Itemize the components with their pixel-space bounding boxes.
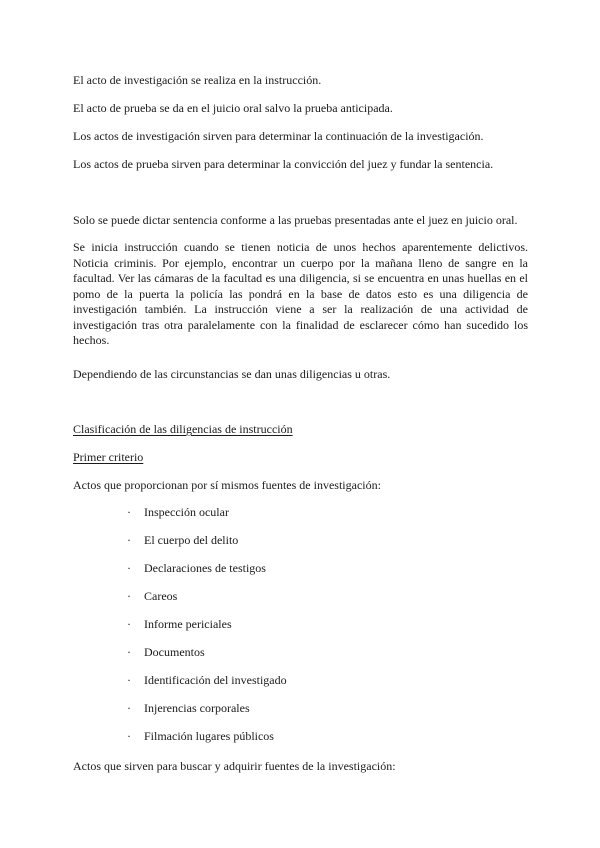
list-item-text: El cuerpo del delito [144, 533, 239, 547]
bullet-icon: · [127, 533, 131, 547]
bullet-icon: · [127, 617, 131, 631]
paragraph-instruction-explanation: Se inicia instrucción cuando se tienen noticia de unos hechos aparentemente delictivos. Noticia criminis. Por ejemplo, encontrar un cuerpo por la mañana lleno de sangre en la facultad. Ver las cámaras de la facultad es una diligencia, si se encuentra en unas huellas en el pomo de la puerta la policía las pondrá en la base de datos esto es una diligencia de investigación también. La instrucción viene a ser la realización de una actividad de investigación tras otra paralelamente con la finalidad de esclarecer cómo han sucedido los hechos. [73, 240, 528, 347]
bullet-icon: · [127, 505, 131, 519]
list-item-text: Inspección ocular [144, 505, 229, 519]
bullet-icon: · [127, 729, 131, 743]
bullet-icon: · [127, 589, 131, 603]
list-item-text: Documentos [144, 645, 205, 659]
list-item-text: Filmación lugares públicos [144, 729, 274, 743]
bullet-icon: · [127, 645, 131, 659]
list-item-text: Informe periciales [144, 617, 232, 631]
paragraph-evidence-act: El acto de prueba se da en el juicio oral salvo la prueba anticipada. [73, 101, 393, 115]
list-outro: Actos que sirven para buscar y adquirir fuentes de la investigación: [73, 759, 396, 773]
paragraph-investigation-act: El acto de investigación se realiza en la instrucción. [73, 73, 322, 87]
section-subheading: Primer criterio [73, 450, 144, 464]
bullet-icon: · [127, 673, 131, 687]
list-intro: Actos que proporcionan por sí mismos fuentes de investigación: [73, 478, 381, 492]
bullet-icon: · [127, 561, 131, 575]
section-heading: Clasificación de las diligencias de instrucción [73, 422, 293, 436]
list-item-text: Declaraciones de testigos [144, 561, 266, 575]
paragraph-circumstances: Dependiendo de las circunstancias se dan unas diligencias u otras. [73, 367, 391, 381]
paragraph-sentence-rule: Solo se puede dictar sentencia conforme a las pruebas presentadas ante el juez en juicio oral. [73, 213, 518, 227]
bullet-icon: · [127, 701, 131, 715]
list-item-text: Careos [144, 589, 178, 603]
list-item-text: Injerencias corporales [144, 701, 250, 715]
paragraph-investigation-purpose: Los actos de investigación sirven para determinar la continuación de la investigación. [73, 129, 484, 143]
paragraph-evidence-purpose: Los actos de prueba sirven para determinar la convicción del juez y fundar la sentencia. [73, 157, 494, 171]
list-item-text: Identificación del investigado [144, 673, 287, 687]
